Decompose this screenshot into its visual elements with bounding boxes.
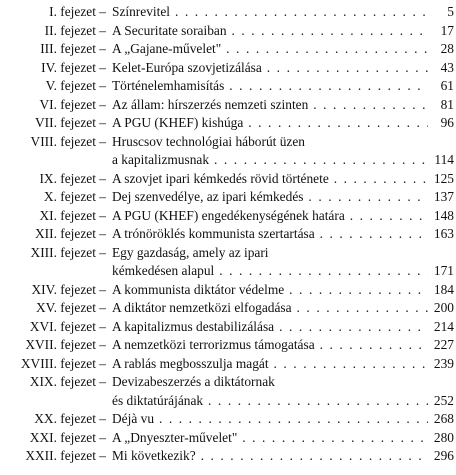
toc-entry <box>0 447 456 465</box>
chapter-number: XVIII. fejezet – <box>20 355 106 371</box>
chapter-number: XIV. fejezet – <box>31 281 106 297</box>
chapter-title: Devizabeszerzés a diktátornak <box>112 374 275 389</box>
chapter-title: A rablás megbosszulja magát . . . <box>112 355 428 373</box>
toc-entry <box>0 225 456 243</box>
page-number: 280 <box>433 429 454 445</box>
page-number: 148 <box>433 207 454 223</box>
chapter-number: XIII. fejezet – <box>30 244 106 260</box>
chapter-number: IX. fejezet – <box>39 170 106 186</box>
toc-entry <box>0 299 456 317</box>
toc-entry <box>0 3 456 21</box>
chapter-number: XVII. fejezet – <box>25 337 106 352</box>
toc-entry <box>0 77 456 95</box>
toc-entry <box>0 96 456 114</box>
page-number: 125 <box>433 170 454 186</box>
chapter-title: A trónöröklés kommunista szertartása . . . <box>112 225 428 243</box>
page-number: 163 <box>433 226 454 241</box>
chapter-number: XXII. fejezet – <box>25 448 106 463</box>
toc-entry <box>0 392 456 410</box>
toc-entry <box>0 429 456 447</box>
chapter-number: XXI. fejezet – <box>29 429 106 445</box>
page-number: 200 <box>433 300 454 315</box>
toc-entry <box>0 207 456 225</box>
page-number: 171 <box>433 263 454 278</box>
page-number: 43 <box>440 59 454 75</box>
chapter-number: XI. fejezet – <box>39 207 106 223</box>
chapter-title: Déjà vu . . . <box>112 410 428 428</box>
page-number: 252 <box>433 392 454 408</box>
chapter-number: II. fejezet – <box>44 22 106 38</box>
page-number: 296 <box>433 448 454 463</box>
page-number: 28 <box>440 41 454 56</box>
toc-entry <box>0 188 456 206</box>
page-number: 268 <box>433 411 454 426</box>
chapter-number: I. fejezet – <box>49 4 106 19</box>
page-number: 184 <box>433 281 454 297</box>
page-number: 227 <box>433 337 454 352</box>
toc-entry <box>0 170 456 188</box>
toc-entry <box>0 244 456 262</box>
chapter-title: A „Gajane-művelet" . . . <box>112 40 428 58</box>
toc-entry <box>0 22 456 40</box>
toc-entry <box>0 262 456 280</box>
chapter-title: A PGU (KHEF) kishúga . . . <box>112 114 428 132</box>
chapter-number: XII. fejezet – <box>34 226 106 241</box>
chapter-number: VIII. fejezet – <box>30 133 106 149</box>
chapter-title: Az állam: hírszerzés nemzeti szinten . . . <box>112 96 428 114</box>
chapter-title: Mi következik? . . . <box>112 447 428 465</box>
page-number: 96 <box>440 115 454 130</box>
toc-entry <box>0 318 456 336</box>
toc-entry <box>0 114 456 132</box>
chapter-title: és diktatúrájának . . . <box>112 392 428 410</box>
page-number: 17 <box>440 22 454 38</box>
chapter-title: Történelemhamisítás . . . <box>112 77 428 95</box>
chapter-title: A kommunista diktátor védelme . . . <box>112 281 428 299</box>
chapter-number: XX. fejezet – <box>34 411 106 426</box>
chapter-title: A nemzetközi terrorizmus támogatása . . . <box>112 336 428 354</box>
page-number: 214 <box>433 318 454 334</box>
page-number: 61 <box>440 78 454 93</box>
chapter-title: Egy gazdaság, amely az ipari <box>112 244 269 260</box>
toc-entry <box>0 373 456 391</box>
toc-entry <box>0 59 456 77</box>
chapter-number: XV. fejezet – <box>35 300 106 315</box>
page-number: 239 <box>433 355 454 371</box>
page-number: 137 <box>433 189 454 204</box>
chapter-number: V. fejezet – <box>45 78 106 93</box>
chapter-title: Hruscsov technológiai háborút üzen <box>112 133 305 149</box>
toc-entry <box>0 151 456 169</box>
toc-entry <box>0 281 456 299</box>
toc-entry <box>0 133 456 151</box>
chapter-number: VII. fejezet – <box>34 115 106 130</box>
chapter-number: XIX. fejezet – <box>29 374 106 389</box>
chapter-number: IV. fejezet – <box>41 59 106 75</box>
chapter-title: A diktátor nemzetközi elfogadása . . . <box>112 299 428 317</box>
toc-entry <box>0 336 456 354</box>
chapter-title: Dej szenvedélye, az ipari kémkedés . . . <box>112 188 428 206</box>
chapter-title: a kapitalizmusnak . . . <box>112 151 428 169</box>
chapter-title: A kapitalizmus destabilizálása . . . <box>112 318 428 336</box>
chapter-number: III. fejezet – <box>40 41 106 56</box>
toc-entry <box>0 40 456 58</box>
toc-entry <box>0 410 456 428</box>
chapter-title: Színrevitel . . . <box>112 3 428 21</box>
page-number: 114 <box>434 152 454 167</box>
page-number: 5 <box>447 4 454 19</box>
chapter-title: kémkedésen alapul . . . <box>112 262 428 280</box>
chapter-number: XVI. fejezet – <box>29 318 106 334</box>
page-number: 81 <box>440 96 454 112</box>
toc-entry <box>0 355 456 373</box>
chapter-number: VI. fejezet – <box>39 96 106 112</box>
chapter-title: A PGU (KHEF) engedékenységének határa . . . <box>112 207 428 225</box>
chapter-title: A Securitate soraiban . . . <box>112 22 428 40</box>
chapter-number: X. fejezet – <box>43 189 106 204</box>
chapter-title: A szovjet ipari kémkedés rövid története . . . <box>112 170 428 188</box>
chapter-title: A „Dnyeszter-művelet" . . . <box>112 429 428 447</box>
chapter-title: Kelet-Európa szovjetizálása . . . <box>112 59 428 77</box>
